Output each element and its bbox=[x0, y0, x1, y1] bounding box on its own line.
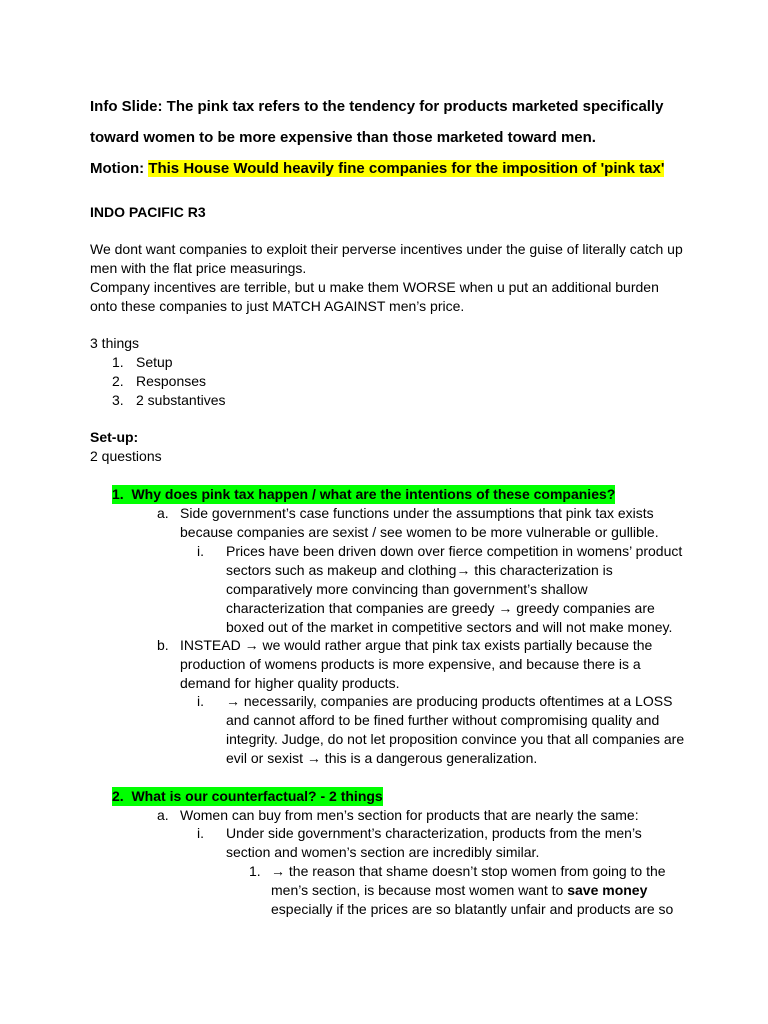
setup-heading: Set-up: bbox=[90, 429, 139, 445]
q1-b-line: demand for higher quality products. bbox=[180, 675, 400, 691]
setup-subheading: 2 questions bbox=[90, 448, 162, 464]
q2-a-i-1-text: men’s section, is because most women want to bbox=[271, 882, 568, 898]
q1-a-i-line: sectors such as makeup and clothing→ this characterization is bbox=[226, 562, 613, 578]
round-title: INDO PACIFIC R3 bbox=[90, 204, 206, 220]
q1-b-i-line: and cannot afford to be fined further without compromising quality and bbox=[226, 712, 660, 728]
info-slide-label: Info Slide: bbox=[90, 98, 163, 115]
q1-a-line: Side government’s case functions under the assumptions that pink tax exists bbox=[180, 505, 654, 521]
q1-a-i-line: characterization that companies are greedy → greedy companies are bbox=[226, 600, 655, 616]
q2-a-i-line: Under side government’s characterization, products from the men’s bbox=[226, 825, 642, 841]
q1-b-line: INSTEAD → we would rather argue that pink tax exists partially because the bbox=[180, 637, 653, 653]
list-marker-a: a. bbox=[157, 807, 169, 823]
save-money-emphasis: save money bbox=[567, 882, 648, 898]
q1-a-line: because companies are sexist / see women to be more vulnerable or gullible. bbox=[180, 524, 659, 540]
list-marker-i: i. bbox=[197, 825, 204, 841]
list-number: 3. bbox=[112, 392, 124, 408]
list-item: Setup bbox=[136, 354, 173, 370]
q2-a-i-1-line bbox=[271, 881, 647, 900]
q1-a-i-line: comparatively more convincing than government’s shallow bbox=[226, 581, 588, 597]
motion-line bbox=[90, 158, 664, 180]
intro-line: We dont want companies to exploit their perverse incentives under the guise of literally catch up bbox=[90, 241, 683, 257]
question-2-title: What is our counterfactual? - 2 things bbox=[131, 788, 383, 804]
q1-b-i-line: → necessarily, companies are producing products oftentimes at a LOSS bbox=[226, 693, 673, 709]
q1-a-i-line: Prices have been driven down over fierce competition in womens’ product bbox=[226, 543, 683, 559]
intro-line: men with the flat price measurings. bbox=[90, 260, 307, 276]
q1-b-line: production of womens products is more expensive, and because there is a bbox=[180, 656, 641, 672]
list-marker-a: a. bbox=[157, 505, 169, 521]
list-marker-i: i. bbox=[197, 693, 204, 709]
question-2-number: 2. bbox=[112, 788, 124, 804]
intro-line: onto these companies to just MATCH AGAINST men’s price. bbox=[90, 298, 465, 314]
three-things-heading: 3 things bbox=[90, 335, 140, 351]
q1-b-i-line: evil or sexist → this is a dangerous generalization. bbox=[226, 750, 538, 766]
question-1-title: Why does pink tax happen / what are the intentions of these companies? bbox=[131, 486, 616, 502]
list-number: 1. bbox=[112, 354, 124, 370]
question-1-heading bbox=[112, 485, 615, 504]
q2-a-i-1-line: especially if the prices are so blatantly unfair and products are so bbox=[271, 901, 674, 917]
list-marker-i: i. bbox=[197, 543, 204, 559]
q2-a-i-1-line: → the reason that shame doesn’t stop women from going to the bbox=[271, 863, 666, 879]
q2-a-i-line: section and women’s section are incredibly similar. bbox=[226, 844, 540, 860]
list-number: 1. bbox=[249, 863, 261, 879]
question-2-heading bbox=[112, 787, 383, 806]
q2-a-line: Women can buy from men’s section for products that are nearly the same: bbox=[180, 807, 639, 823]
motion-text: This House Would heavily fine companies for the imposition of 'pink tax' bbox=[148, 160, 665, 177]
list-item: 2 substantives bbox=[136, 392, 226, 408]
list-marker-b: b. bbox=[157, 637, 169, 653]
motion-label: Motion: bbox=[90, 160, 145, 177]
list-number: 2. bbox=[112, 373, 124, 389]
info-slide-line-1 bbox=[90, 96, 663, 118]
list-item: Responses bbox=[136, 373, 207, 389]
info-slide-line-2: toward women to be more expensive than those marketed toward men. bbox=[90, 129, 596, 146]
question-1-number: 1. bbox=[112, 486, 124, 502]
q1-a-i-line: boxed out of the market in competitive sectors and will not make money. bbox=[226, 619, 673, 635]
q1-b-i-line: integrity. Judge, do not let proposition convince you that all companies are bbox=[226, 731, 685, 747]
intro-line: Company incentives are terrible, but u make them WORSE when u put an additional burden bbox=[90, 279, 659, 295]
info-slide-text: The pink tax refers to the tendency for products marketed specifically bbox=[162, 98, 664, 115]
